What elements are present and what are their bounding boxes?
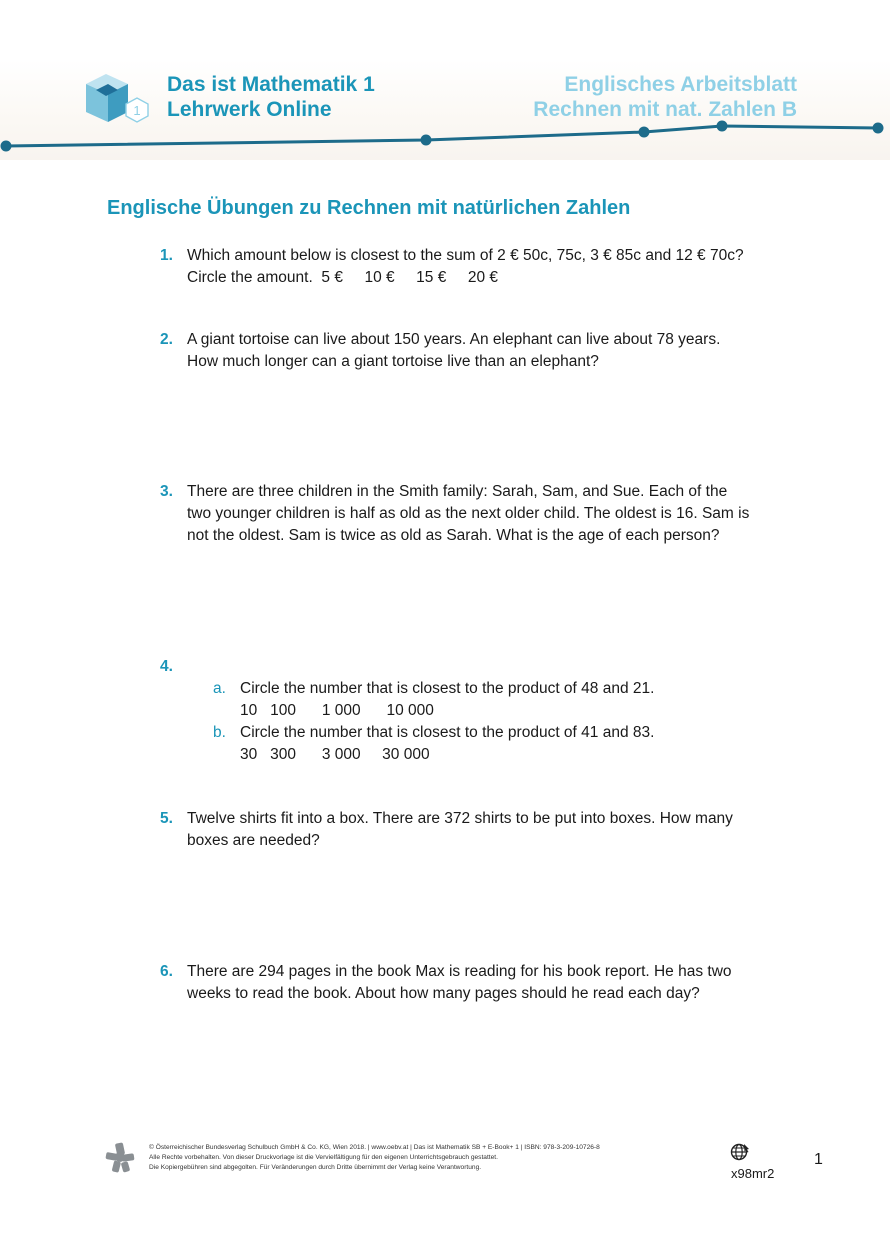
header-timeline xyxy=(0,118,890,158)
subtask-options: 30 300 3 000 30 000 xyxy=(240,746,430,763)
task-3 xyxy=(160,481,800,547)
task-5 xyxy=(160,808,800,852)
task-text-line: boxes are needed? xyxy=(187,832,320,849)
task-text-line: A giant tortoise can live about 150 years. An elephant can live about 78 years. xyxy=(187,331,721,348)
task-text-line: two younger children is half as old as the next older child. The oldest is 16. Sam is xyxy=(187,505,750,522)
timeline-dot xyxy=(1,141,12,152)
task-4b xyxy=(213,722,773,766)
task-text-line: Which amount below is closest to the sum of 2 € 50c, 75c, 3 € 85c and 12 € 70c? xyxy=(187,247,744,264)
logo-number: 1 xyxy=(133,103,141,118)
page-title: Englische Übungen zu Rechnen mit natürlichen Zahlen xyxy=(107,197,631,219)
timeline-dot xyxy=(873,123,884,134)
task-text-line: There are 294 pages in the book Max is reading for his book report. He has two xyxy=(187,963,732,980)
worksheet-type: Englisches Arbeitsblatt xyxy=(564,73,797,96)
task-1 xyxy=(160,245,800,289)
subtask-letter: a. xyxy=(213,680,226,697)
task-text-line: Twelve shirts fit into a box. There are 372 shirts to be put into boxes. How many xyxy=(187,810,733,827)
copyright-line: Die Kopiergebühren sind abgegolten. Für Veränderungen durch Dritte übernimmt der Verlag keine Verantwortung. xyxy=(149,1164,482,1171)
task-number: 2. xyxy=(160,331,173,348)
subtask-options: 10 100 1 000 10 000 xyxy=(240,702,434,719)
globe-icon xyxy=(730,1142,750,1162)
task-number: 1. xyxy=(160,247,173,264)
task-text-line: There are three children in the Smith family: Sarah, Sam, and Sue. Each of the xyxy=(187,483,728,500)
task-number: 5. xyxy=(160,810,173,827)
timeline-dot xyxy=(421,135,432,146)
page-number: 1 xyxy=(814,1151,823,1168)
task-6 xyxy=(160,961,800,1005)
copyright-notice xyxy=(149,1143,600,1173)
timeline-dot xyxy=(717,121,728,132)
worksheet-topic: Rechnen mit nat. Zahlen B xyxy=(533,98,797,121)
copyright-line: © Österreichischer Bundesverlag Schulbuch GmbH & Co. KG, Wien 2018. | www.oebv.at | Das ist Mathematik SB + E-Book+ 1 | ISBN: 978-3-209-10726-8 xyxy=(149,1144,600,1151)
copyright-line: Alle Rechte vorbehalten. Von dieser Druckvorlage ist die Vervielfältigung für den eigenen Unterrichtsgebrauch gestattet. xyxy=(149,1154,498,1161)
subtask-text-line: Circle the number that is closest to the product of 41 and 83. xyxy=(240,724,655,741)
book-title: Das ist Mathematik 1 xyxy=(167,73,375,96)
task-2 xyxy=(160,329,800,373)
book-subtitle: Lehrwerk Online xyxy=(167,98,332,121)
task-text-line: weeks to read the book. About how many pages should he read each day? xyxy=(187,985,700,1002)
timeline-dot xyxy=(639,127,650,138)
task-text-line: not the oldest. Sam is twice as old as Sarah. What is the age of each person? xyxy=(187,527,720,544)
task-text-line: Circle the amount. 5 € 10 € 15 € 20 € xyxy=(187,269,499,286)
task-4a xyxy=(213,678,773,722)
publisher-logo-icon xyxy=(104,1141,136,1173)
online-code: x98mr2 xyxy=(731,1166,775,1181)
task-text-line: How much longer can a giant tortoise live than an elephant? xyxy=(187,353,599,370)
task-number: 3. xyxy=(160,483,173,500)
subtask-text-line: Circle the number that is closest to the product of 48 and 21. xyxy=(240,680,655,697)
task-number: 4. xyxy=(160,658,173,675)
subtask-letter: b. xyxy=(213,724,226,741)
task-number: 6. xyxy=(160,963,173,980)
